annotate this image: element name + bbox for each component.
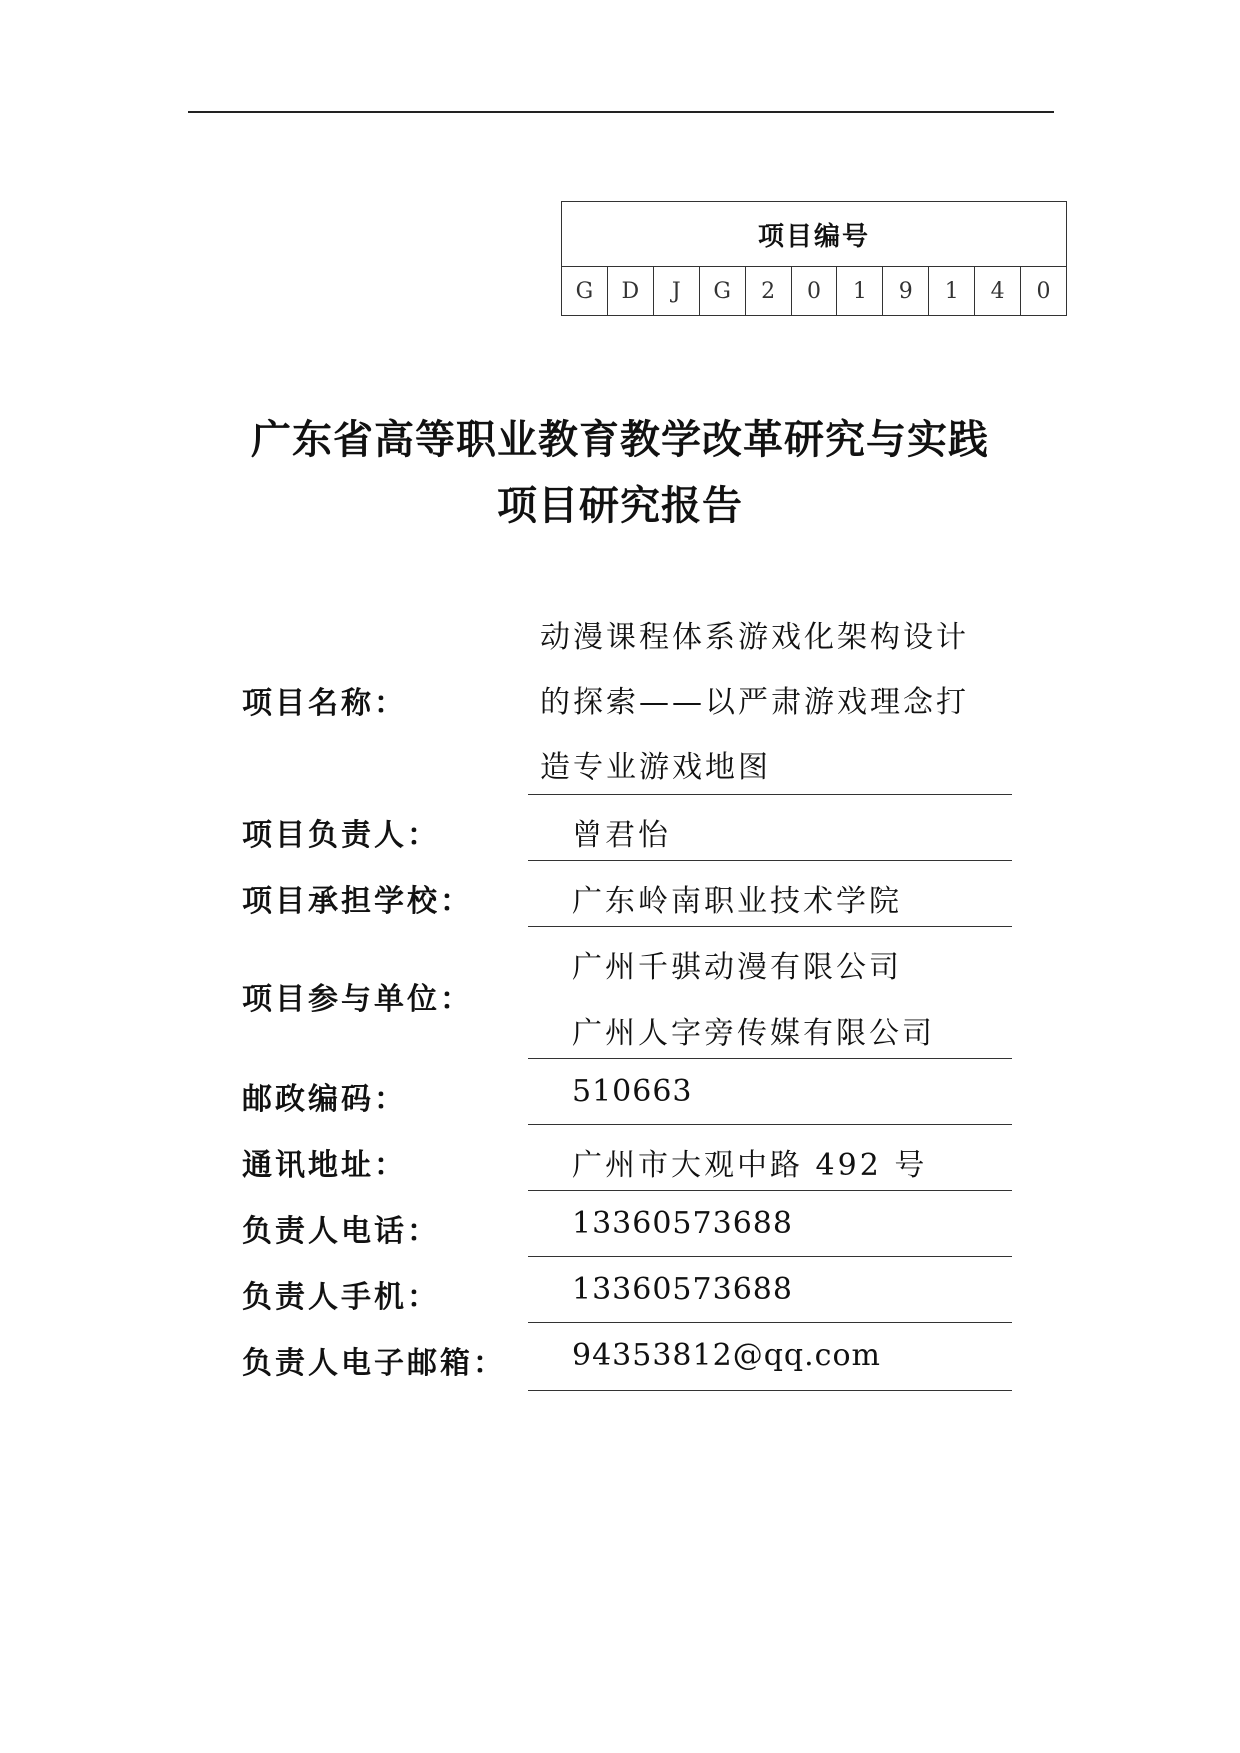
leader-label: 项目负责人： [242,818,440,853]
project-number-char: G [700,267,746,315]
project-number-cells [562,267,1066,315]
report-title-line2: 项目研究报告 [497,483,743,529]
header-rule [188,111,1054,113]
project-number-char: 1 [837,267,883,315]
email-value: 94353812@qq.com [572,1338,881,1373]
mobile-value: 13360573688 [572,1272,793,1307]
unit-line: 广州人字旁传媒有限公司 [572,1016,935,1051]
field-underline [528,1124,1012,1125]
units-label: 项目参与单位： [242,982,473,1017]
postcode-label: 邮政编码： [242,1082,407,1117]
field-underline [528,926,1012,927]
project-number-char: 1 [929,267,975,315]
field-underline [528,1256,1012,1257]
project-number-char: D [608,267,654,315]
leader-value: 曾君怡 [572,818,671,853]
unit-line: 广州千骐动漫有限公司 [572,950,902,985]
mobile-label: 负责人手机： [242,1280,440,1315]
address-value: 广州市大观中路 492 号 [572,1148,928,1183]
postcode-value: 510663 [572,1074,693,1109]
project-name-line: 的探索——以严肃游戏理念打 [540,685,969,720]
project-number-char: J [654,267,700,315]
school-value: 广东岭南职业技术学院 [572,884,902,919]
field-underline [528,1190,1012,1191]
report-title-line1: 广东省高等职业教育教学改革研究与实践 [251,417,989,463]
project-number-char: 0 [792,267,838,315]
school-label: 项目承担学校： [242,884,473,919]
project-name-line: 造专业游戏地图 [540,750,771,785]
project-name-label: 项目名称： [242,686,407,721]
phone-value: 13360573688 [572,1206,793,1241]
project-number-char: 0 [1036,278,1051,304]
project-number-title: 项目编号 [562,202,1066,267]
project-name-line: 动漫课程体系游戏化架构设计 [540,620,969,655]
field-underline [528,794,1012,795]
project-number-char: 9 [883,267,929,315]
project-number-char: 2 [746,267,792,315]
project-number-char: 4 [975,267,1021,315]
email-label: 负责人电子邮箱： [242,1346,506,1381]
field-underline [528,860,1012,861]
field-underline [528,1322,1012,1323]
project-number-char: G [562,267,608,315]
field-underline [528,1058,1012,1059]
phone-label: 负责人电话： [242,1214,440,1249]
project-number-box [561,201,1067,316]
field-underline [528,1390,1012,1391]
address-label: 通讯地址： [242,1148,407,1183]
